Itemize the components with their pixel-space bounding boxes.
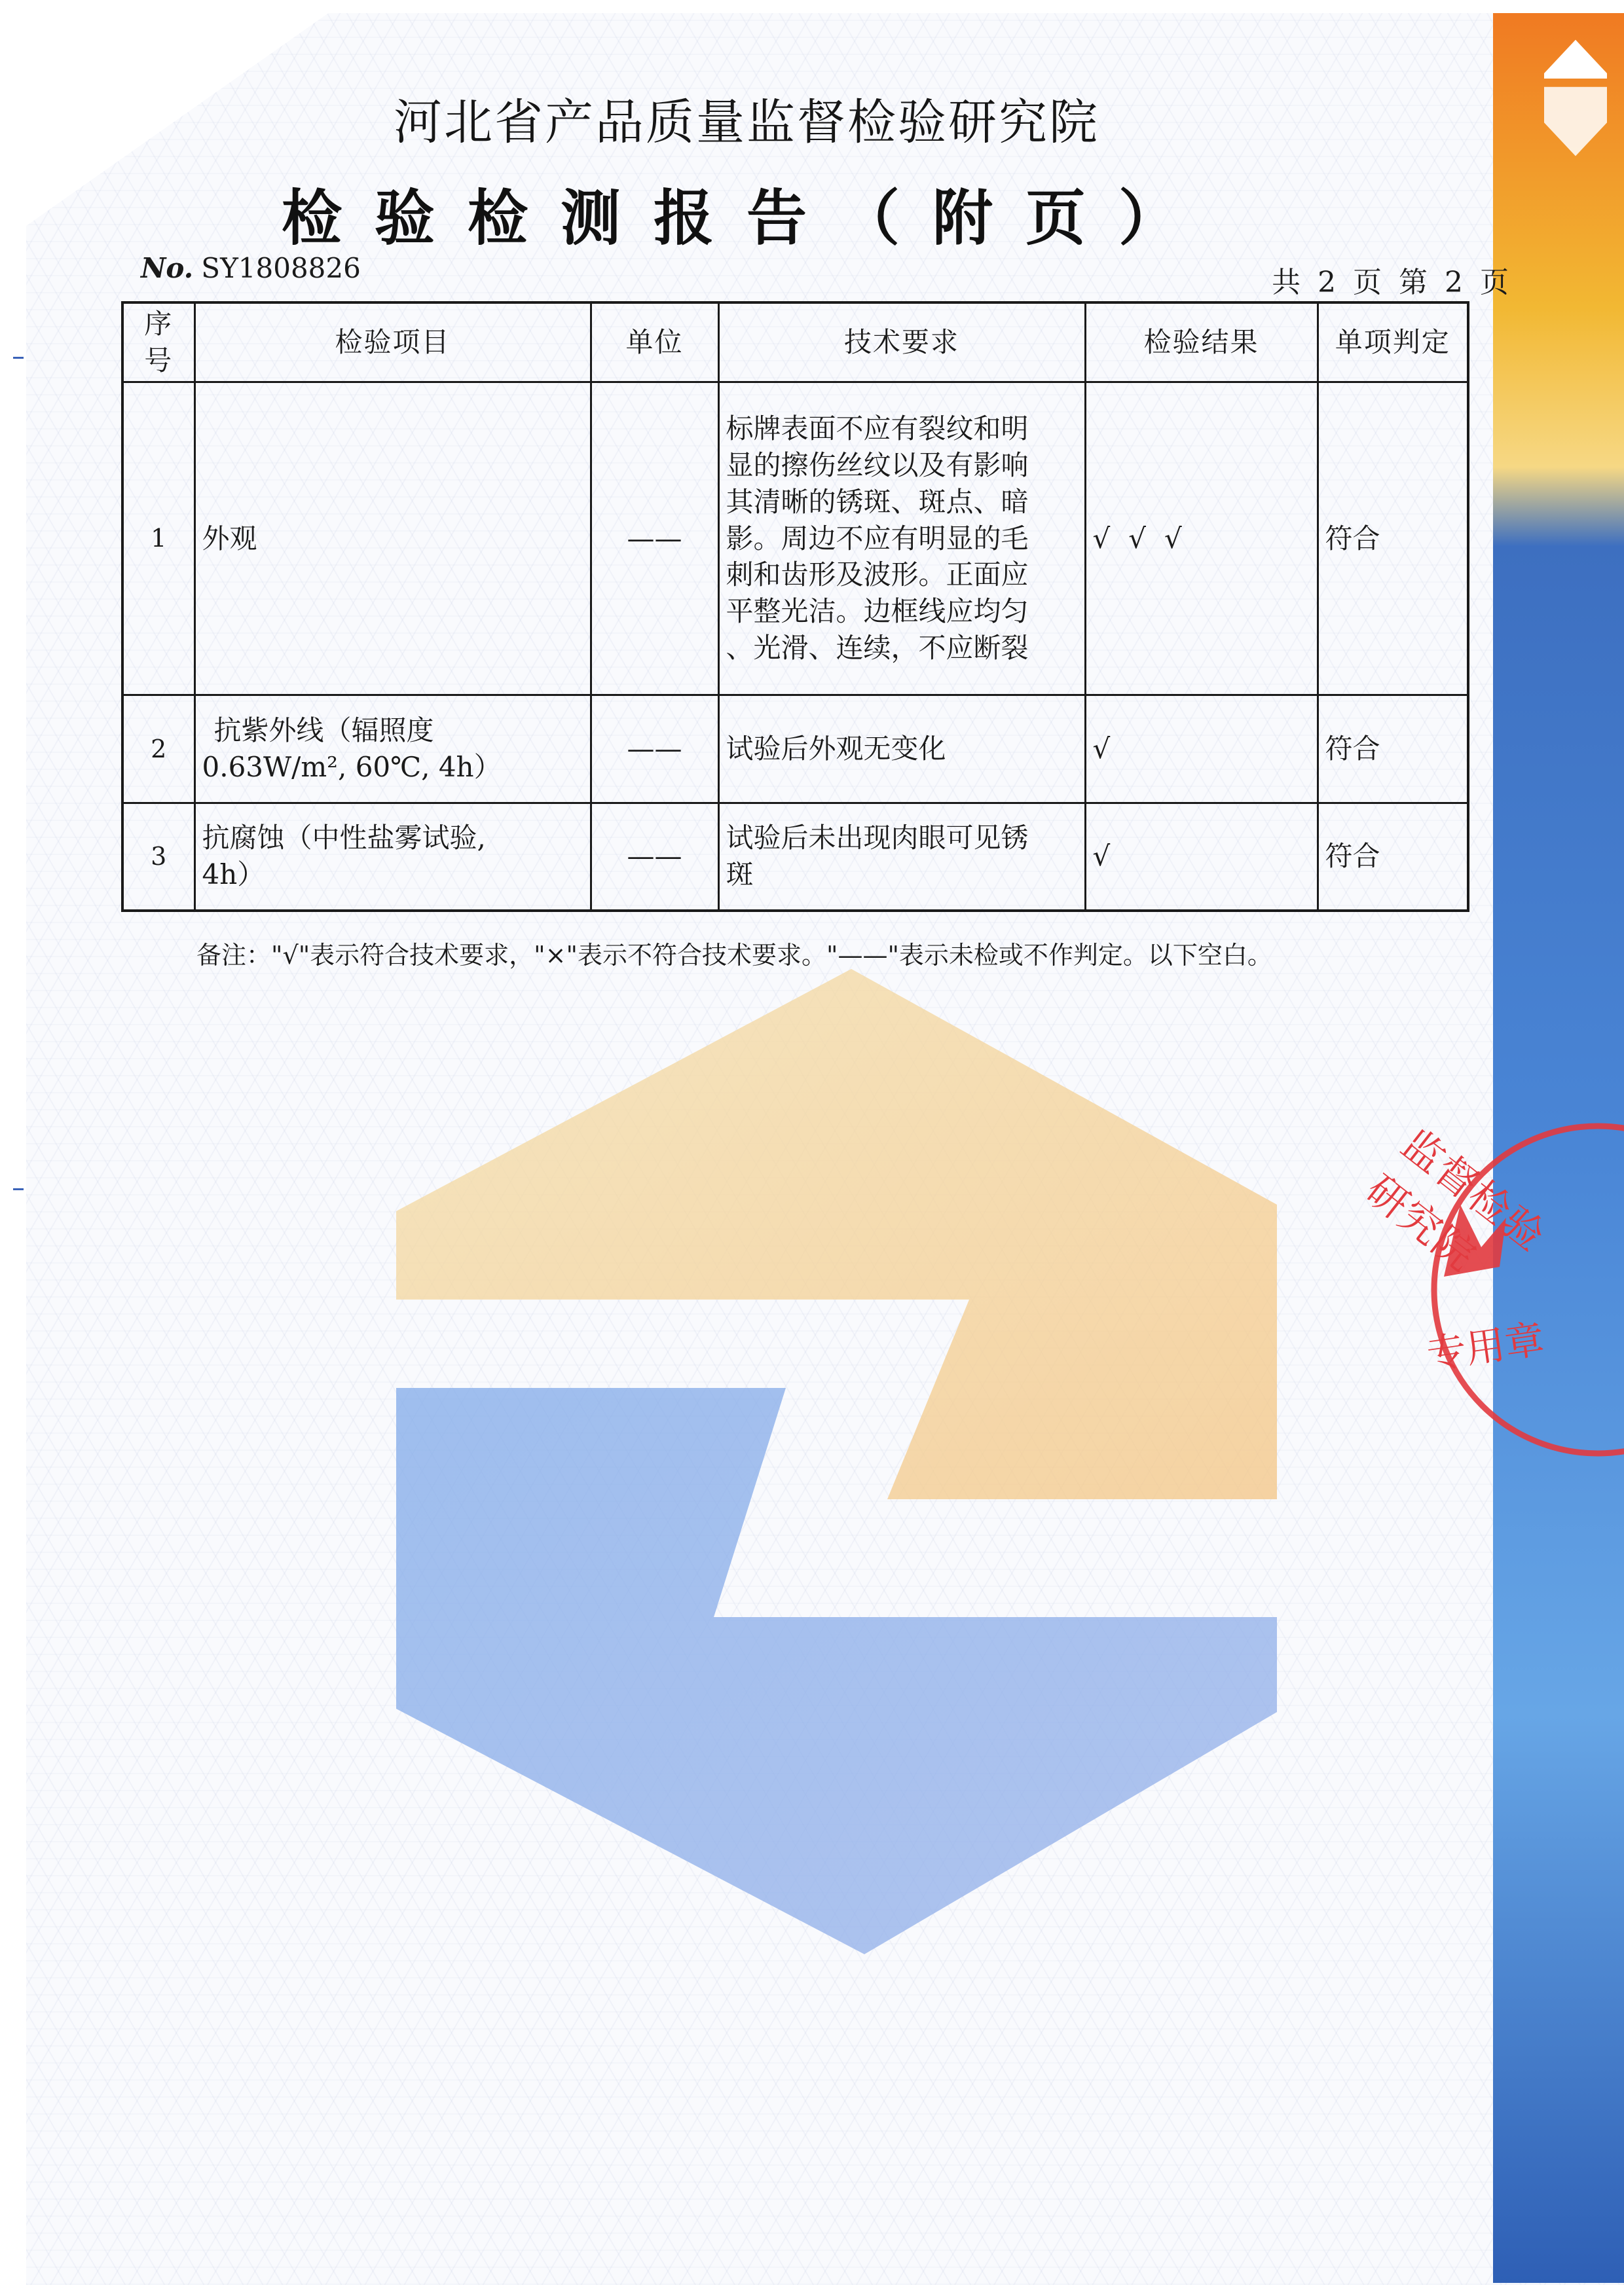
stamp-arc-text: 监督检验研究院 (1357, 1120, 1555, 1281)
requirement-line: 平整光洁。边框线应均匀 (726, 595, 1029, 628)
binding-mark (13, 1188, 24, 1190)
requirement-line: 标牌表面不应有裂纹和明 (726, 412, 1029, 445)
cell-requirement (718, 803, 1085, 911)
cell-requirement (718, 382, 1085, 695)
requirement-line: 试验后外观无变化 (726, 733, 946, 765)
cell-unit: —— (591, 695, 718, 803)
requirement-line: 刺和齿形及波形。正面应 (726, 558, 1029, 591)
item-line: 外观 (202, 522, 257, 555)
report-number-value: SY1808826 (201, 252, 361, 284)
cell-item (194, 803, 591, 911)
col-header-result: 检验结果 (1085, 302, 1318, 382)
report-number (141, 252, 361, 284)
watermark-logo (396, 969, 1277, 1954)
requirement-line: 影。周边不应有明显的毛 (726, 522, 1029, 555)
remarks-note: 备注："√"表示符合技术要求，"×"表示不符合技术要求。"——"表示未检或不作判定。以下空白。 (196, 941, 1272, 970)
cell-requirement (718, 695, 1085, 803)
item-line: 抗腐蚀（中性盐雾试验, (202, 822, 486, 854)
table-row (122, 382, 1468, 695)
report-number-label: No. (141, 252, 194, 284)
cell-result: √ (1085, 695, 1318, 803)
col-header-no: 序号 (122, 302, 194, 382)
col-header-verdict: 单项判定 (1318, 302, 1468, 382)
item-line: 4h） (202, 858, 265, 891)
col-header-unit: 单位 (591, 302, 718, 382)
cell-unit: —— (591, 382, 718, 695)
col-header-item: 检验项目 (194, 302, 591, 382)
table-header-row (122, 302, 1468, 382)
table-row (122, 695, 1468, 803)
requirement-line: 显的擦伤丝纹以及有影响 (726, 448, 1029, 481)
requirement-line: 斑 (726, 858, 754, 891)
inspection-results-table (121, 301, 1469, 912)
institute-name: 河北省产品质量监督检验研究院 (394, 94, 1099, 151)
item-line: 抗紫外线（辐照度 (213, 714, 434, 747)
item-line: 0.63W/m², 60℃, 4h） (202, 751, 502, 783)
stamp-bottom-text: 专用章 (1424, 1316, 1547, 1379)
requirement-line: 、光滑、连续，不应断裂 (726, 632, 1029, 665)
cell-verdict: 符合 (1318, 382, 1468, 695)
cell-no: 3 (122, 803, 194, 911)
col-header-requirement: 技术要求 (718, 302, 1085, 382)
cell-item (194, 382, 591, 695)
cell-verdict: 符合 (1318, 803, 1468, 911)
cell-result: √√√ (1085, 382, 1318, 695)
binding-mark (13, 357, 24, 359)
page-count: 共 2 页 第 2 页 (1272, 266, 1513, 299)
table-row (122, 803, 1468, 911)
requirement-line: 其清晰的锈斑、斑点、暗 (726, 485, 1029, 518)
cell-no: 1 (122, 382, 194, 695)
cell-verdict: 符合 (1318, 695, 1468, 803)
cell-unit: —— (591, 803, 718, 911)
cell-no: 2 (122, 695, 194, 803)
cell-result: √ (1085, 803, 1318, 911)
report-title: 检验检测报告（附页） (281, 183, 1211, 253)
requirement-line: 试验后未出现肉眼可见锈 (726, 822, 1029, 854)
cell-item (194, 695, 591, 803)
